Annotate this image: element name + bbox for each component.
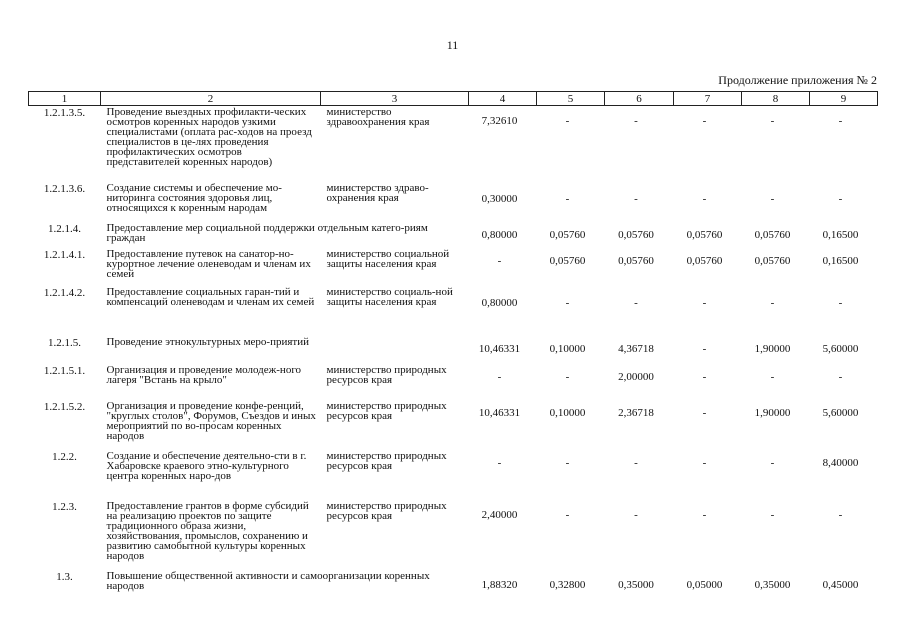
table-row: [29, 400, 878, 450]
row-value-col-5: 0,32800: [549, 578, 586, 591]
row-value-col-5: -: [565, 370, 570, 383]
value-cell: [537, 222, 605, 248]
row-value-col-6: 0,35000: [618, 578, 654, 591]
row-value-col-9: -: [838, 296, 843, 309]
row-value-col-4: -: [497, 254, 502, 267]
table-row: [29, 286, 878, 336]
row-code: 1.2.1.3.5.: [43, 107, 86, 119]
table-row: [29, 182, 878, 222]
row-value-col-4: -: [497, 456, 502, 469]
row-value-col-8: 1,90000: [754, 342, 791, 355]
value-cell: [742, 182, 810, 222]
row-merged-description: Повышение общественной активности и самоорганизации коренных народов: [106, 569, 430, 592]
value-cell: [537, 450, 605, 500]
row-value-col-4: 2,40000: [481, 508, 518, 521]
header-cell: 6: [605, 92, 674, 106]
row-value-col-6: 2,00000: [618, 370, 654, 383]
row-name: Предоставление грантов в форме субсидий на реализацию проектов по защите традиционного образа жизни, хозяйствования, промыслов, сохранению и развитию самобытной культуры коренных народов: [106, 499, 309, 562]
row-value-col-6: 0,05760: [618, 228, 654, 241]
value-cell: [810, 400, 878, 450]
value-cell: [810, 248, 878, 286]
value-cell: [674, 336, 742, 364]
value-cell: [810, 500, 878, 570]
row-value-col-7: -: [702, 296, 707, 309]
row-value-col-6: 4,36718: [618, 342, 654, 355]
value-cell: [742, 106, 810, 182]
row-value-col-4: 0,80000: [481, 296, 518, 309]
row-value-col-9: 5,60000: [822, 406, 859, 419]
row-name: Организация и проведение конфе-ренций, "круглых столов", Форумов, Съездов и иных мероприятий по во-просам коренных народов: [106, 399, 316, 442]
row-value-col-9: -: [838, 192, 843, 205]
row-value-col-5: -: [565, 456, 570, 469]
value-cell: [742, 222, 810, 248]
header-cell: 9: [810, 92, 878, 106]
value-cell: [742, 570, 810, 598]
row-value-col-8: 0,35000: [754, 578, 791, 591]
row-name: Проведение выездных профилакти-ческих осмотров коренных народов узкими специалистами (оплата рас-ходов на проезд специалистов в це-лях проведения профилактических осмотров представителей коренных народов): [106, 106, 312, 168]
row-name: Организация и проведение молодеж-ного лагеря "Встань на крыло": [106, 363, 302, 386]
row-value-col-8: -: [770, 370, 775, 383]
value-cell: [537, 248, 605, 286]
row-value-col-6: -: [634, 192, 638, 205]
row-value-col-4: -: [497, 370, 502, 383]
row-value-col-5: -: [565, 508, 570, 521]
row-value-col-5: 0,05760: [549, 228, 586, 241]
row-code: 1.2.1.5.: [48, 336, 81, 349]
row-value-col-5: 0,10000: [549, 406, 586, 419]
row-name: Проведение этнокультурных меро-приятий: [106, 335, 310, 348]
value-cell: [537, 106, 605, 182]
row-value-col-9: 8,40000: [822, 456, 859, 469]
value-cell: [537, 364, 605, 400]
row-value-col-7: 0,05760: [686, 228, 723, 241]
row-organization: министерство природных ресурсов края: [326, 363, 447, 386]
row-code: 1.2.3.: [52, 500, 77, 513]
row-value-col-6: -: [634, 456, 638, 469]
table-row: [29, 364, 878, 400]
row-organization: министерство природных ресурсов края: [326, 499, 447, 522]
value-cell: [537, 336, 605, 364]
row-value-col-9: -: [838, 115, 843, 127]
value-cell: [605, 570, 674, 598]
row-name: Создание системы и обеспечение мо-ниторинга состояния здоровья лиц, относящихся к коренным народам: [106, 181, 282, 214]
row-organization: министерство здраво-охранения края: [326, 181, 429, 204]
table-row: [29, 248, 878, 286]
row-value-col-5: -: [565, 192, 570, 205]
value-cell: [605, 450, 674, 500]
row-organization: министерство природных ресурсов края: [326, 449, 447, 472]
header-cell: 3: [321, 92, 469, 106]
row-name: Предоставление путевок на санатор-но-курортное лечение оленеводам и членам их семей: [106, 247, 311, 280]
row-value-col-8: -: [770, 508, 775, 521]
row-code: 1.2.1.5.2.: [43, 400, 86, 413]
value-cell: [469, 570, 537, 598]
row-value-col-8: -: [770, 192, 775, 205]
row-value-col-8: 1,90000: [754, 406, 791, 419]
row-value-col-4: 7,32610: [481, 115, 518, 127]
row-value-col-4: 10,46331: [478, 406, 521, 419]
value-cell: [605, 364, 674, 400]
row-code: 1.2.1.4.2.: [43, 286, 86, 299]
row-organization: министерство социальной защиты населения края: [326, 247, 450, 270]
row-value-col-5: -: [565, 115, 570, 127]
value-cell: [742, 364, 810, 400]
row-organization: министерство здравоохранения края: [326, 106, 430, 128]
value-cell: [537, 286, 605, 336]
row-code: 1.2.1.5.1.: [43, 364, 86, 377]
value-cell: [674, 222, 742, 248]
row-value-col-6: 0,05760: [618, 254, 654, 267]
row-value-col-7: -: [702, 192, 707, 205]
value-cell: [469, 106, 537, 182]
table-body: [29, 106, 878, 598]
header-cell: 7: [674, 92, 742, 106]
value-cell: [605, 248, 674, 286]
value-cell: [469, 286, 537, 336]
row-organization: министерство природных ресурсов края: [326, 399, 447, 422]
row-value-col-4: 10,46331: [478, 342, 521, 355]
header-row: [29, 92, 878, 106]
value-cell: [605, 222, 674, 248]
row-name: Предоставление социальных гаран-тий и компенсаций оленеводам и членам их семей: [106, 285, 315, 308]
row-value-col-5: -: [565, 296, 570, 309]
row-value-col-9: 0,16500: [822, 228, 859, 241]
value-cell: [674, 400, 742, 450]
continuation-caption: Продолжение приложения № 2: [718, 73, 877, 87]
value-cell: [605, 286, 674, 336]
value-cell: [469, 500, 537, 570]
row-code: 1.2.2.: [52, 450, 77, 463]
value-cell: [674, 106, 742, 182]
row-value-col-5: 0,10000: [549, 342, 586, 355]
value-cell: [537, 570, 605, 598]
value-cell: [537, 400, 605, 450]
value-cell: [674, 364, 742, 400]
header-cell: 1: [29, 92, 101, 106]
row-value-col-4: 1,88320: [481, 578, 518, 591]
row-value-col-9: -: [838, 370, 843, 383]
row-value-col-8: -: [770, 115, 775, 127]
value-cell: [469, 222, 537, 248]
value-cell: [469, 182, 537, 222]
row-value-col-8: -: [770, 456, 775, 469]
table-row: [29, 500, 878, 570]
value-cell: [674, 450, 742, 500]
value-cell: [674, 182, 742, 222]
header-cell: 8: [742, 92, 810, 106]
appendix-table: [28, 91, 878, 598]
value-cell: [810, 286, 878, 336]
header-cell: 4: [469, 92, 537, 106]
value-cell: [674, 570, 742, 598]
value-cell: [810, 570, 878, 598]
page-number: 11: [446, 38, 459, 52]
row-value-col-7: 0,05000: [686, 578, 723, 591]
header-cell: 5: [537, 92, 605, 106]
row-organization: [321, 336, 469, 364]
value-cell: [742, 336, 810, 364]
value-cell: [537, 500, 605, 570]
value-cell: [469, 450, 537, 500]
table-row: [29, 450, 878, 500]
value-cell: [810, 450, 878, 500]
row-value-col-6: -: [634, 296, 638, 309]
row-code: 1.3.: [56, 570, 73, 583]
row-value-col-9: 0,16500: [822, 254, 859, 267]
value-cell: [605, 336, 674, 364]
row-value-col-7: -: [702, 508, 707, 521]
value-cell: [469, 364, 537, 400]
row-code: 1.2.1.4.: [48, 222, 81, 235]
row-value-col-7: -: [702, 115, 707, 127]
value-cell: [810, 336, 878, 364]
row-code: 1.2.1.4.1.: [43, 248, 86, 261]
value-cell: [537, 182, 605, 222]
value-cell: [742, 248, 810, 286]
row-value-col-7: 0,05760: [686, 254, 723, 267]
value-cell: [810, 182, 878, 222]
value-cell: [605, 106, 674, 182]
value-cell: [674, 248, 742, 286]
header-cell: 2: [101, 92, 321, 106]
value-cell: [810, 222, 878, 248]
table-row: [29, 336, 878, 364]
value-cell: [674, 500, 742, 570]
row-value-col-6: -: [634, 508, 638, 521]
value-cell: [742, 500, 810, 570]
row-value-col-9: -: [838, 508, 843, 521]
value-cell: [742, 286, 810, 336]
row-value-col-7: -: [702, 406, 707, 419]
value-cell: [742, 450, 810, 500]
row-value-col-4: 0,30000: [481, 192, 518, 205]
row-value-col-8: -: [770, 296, 775, 309]
row-value-col-7: -: [702, 370, 707, 383]
value-cell: [469, 400, 537, 450]
row-value-col-7: -: [702, 342, 707, 355]
row-value-col-5: 0,05760: [549, 254, 586, 267]
row-code: 1.2.1.3.6.: [43, 182, 86, 195]
value-cell: [742, 400, 810, 450]
table-row: [29, 222, 878, 248]
row-name: Создание и обеспечение деятельно-сти в г. Хабаровске краевого этно-культурного центра коренных наро-дов: [106, 449, 307, 482]
table-row: [29, 570, 878, 598]
row-merged-description: Предоставление мер социальной поддержки отдельным катего-риям граждан: [106, 221, 428, 244]
row-value-col-6: -: [634, 115, 638, 127]
row-value-col-8: 0,05760: [754, 228, 791, 241]
value-cell: [469, 336, 537, 364]
value-cell: [810, 106, 878, 182]
row-value-col-6: 2,36718: [618, 406, 654, 419]
row-value-col-4: 0,80000: [481, 228, 518, 241]
row-value-col-9: 5,60000: [822, 342, 859, 355]
table-row: [29, 106, 878, 182]
row-value-col-8: 0,05760: [754, 254, 791, 267]
value-cell: [605, 182, 674, 222]
row-value-col-7: -: [702, 456, 707, 469]
value-cell: [674, 286, 742, 336]
row-organization: министерство социаль-ной защиты населения края: [326, 285, 453, 308]
row-value-col-9: 0,45000: [822, 578, 859, 591]
value-cell: [469, 248, 537, 286]
value-cell: [605, 400, 674, 450]
value-cell: [605, 500, 674, 570]
value-cell: [810, 364, 878, 400]
